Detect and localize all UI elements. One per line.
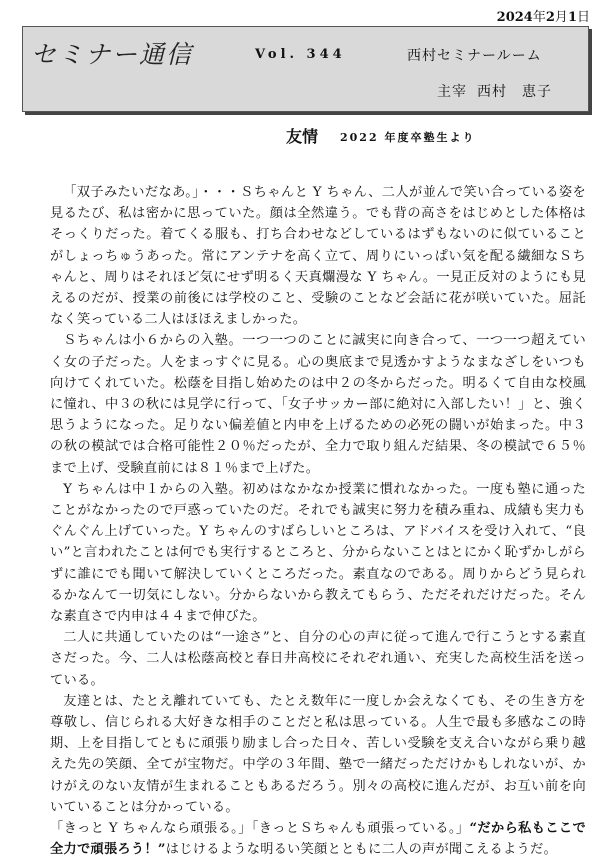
- closing-quote: 「きっと Y ちゃんなら頑張る。」「きっとＳちゃんも頑張っている。」: [50, 821, 470, 837]
- paragraph-1: 「双子みたいだなあ。」・・・Ｓちゃんと Y ちゃん、二人が並んで笑い合っている姿を見るたび、私は密かに思っていた。顔は全然違う。でも背の高さをはじめとした体格はそっくりだった。着てくる服も、打ち合わせなどしているはずもないのに似ていることがしょっちゅうあった。常にアンテナを高く立て、周りにいっぱい気を配る繊細なＳちゃんと、周りはそれほど気にせず明るく天真爛漫な Y ちゃん。一見正反対のようにも見えるのだが、授業の前後には学校のこと、受験のことなど会話に花が咲いていた。屈託なく笑っている二人はほほえましかった。: [50, 185, 586, 328]
- date-year-unit: 年: [532, 10, 546, 25]
- issue-date: [497, 6, 590, 25]
- paragraph-4: 二人に共通していたのは“一途さ”と、自分の心の声に従って進んで行こうとする素直さだった。今、二人は松蔭高校と春日井高校にそれぞれ通い、充実した高校生活を送っている。: [50, 630, 586, 688]
- closing-tail: はじけるような明るい笑顔とともに二人の声が聞こえるようだ。: [165, 842, 557, 858]
- date-day: 1: [567, 10, 577, 25]
- date-month: 2: [545, 10, 555, 25]
- date-month-unit: 月: [554, 10, 568, 25]
- editor-line: [437, 81, 562, 101]
- newsletter-title: セミナー通信: [31, 40, 194, 69]
- newsletter-header-box: [22, 26, 589, 112]
- article-subtitle: 2022 年度卒塾生より: [340, 131, 476, 144]
- closing-quote-bold: “だから私もここで全力で頑張ろう！”: [50, 821, 586, 858]
- closing-paragraph: [50, 818, 586, 860]
- paragraph-2: Ｓちゃんは小６からの入塾。一つ一つのことに誠実に向き合って、一つ一つ超えていく女の子だった。人をまっすぐに見る。心の奥底まで見透かすようなまなざしをいつも向けてくれていた。松蔭を目指し始めたのは中２の冬からだった。明るくて自由な校風に憧れ、中３の秋には見学に行って、「女子サッカー部に絶対に入部したい！」と、強く思うようになった。足りない偏差値と内申を上げるための必死の闘いが始まった。中３の秋の模試では合格可能性２０％だったが、全力で取り組んだ結果、冬の模試で６５％まで上げ、受験直前には８１％まで上げた。: [50, 333, 586, 476]
- volume-number: Vol. 344: [255, 47, 346, 62]
- paragraph-5: 友達とは、たとえ離れていても、たとえ数年に一度しか会えなくても、その生き方を尊敬し、信じられる大好きな相手のことだと私は思っている。人生で最も多感なこの時期、上を目指してともに頑張り励まし合った日々、苦しい受験を支え合いながら乗り越えた先の笑顔、全てが宝物だ。中学の３年間、塾で一緒だっただけかもしれないが、かけがえのない友情が生まれることもあるだろう。別々の高校に進んだが、お互い前を向いていることは分かっている。: [50, 693, 586, 815]
- seminar-room-name: 西村セミナールーム: [407, 48, 542, 64]
- date-day-unit: 日: [576, 10, 590, 25]
- editor-name: 西村 恵子: [477, 84, 552, 100]
- article-title: 友情: [286, 127, 319, 146]
- editor-label: 主宰: [437, 84, 467, 100]
- article-body: [50, 182, 586, 861]
- paragraph-3: Y ちゃんは中１からの入塾。初めはなかなか授業に慣れなかった。一度も塾に通ったことがなかったので戸惑っていたのだ。それでも誠実に努力を積み重ね、成績も実力もぐんぐん上げていった。Y ちゃんのすばらしいところは、アドバイスを受け入れて、“良い”と言われたことは何でも実行するところと、分からないことはとにかく恥ずかしがらずに誰にでも聞いて解決していくところだった。素直なのである。周りからどう見られるかなんて一切気にしない。分からないから教えてもらう、ただそれだけだった。そんな素直さで内申は４４まで伸びた。: [50, 481, 586, 625]
- date-year: 2024: [496, 10, 533, 25]
